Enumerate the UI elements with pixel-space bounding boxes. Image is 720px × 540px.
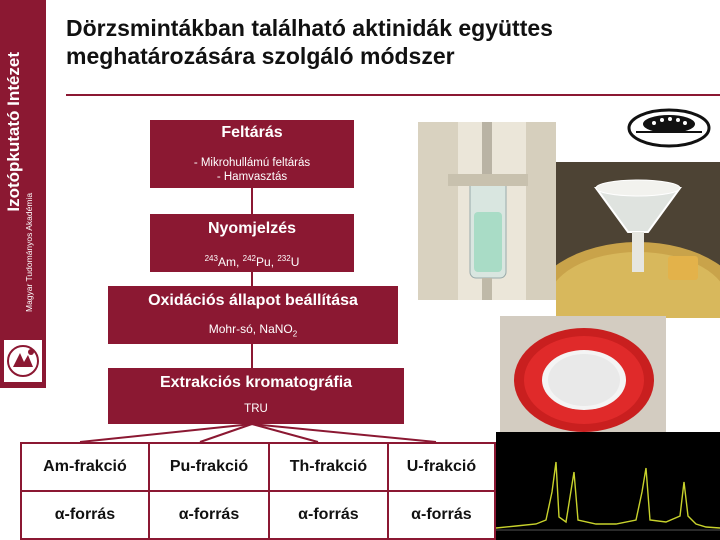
fraction-row [21, 443, 495, 491]
alpha-spectrum-photo [496, 432, 720, 540]
reagent-text [108, 322, 398, 341]
isotope-mass: 243 [204, 254, 218, 263]
source-row [21, 491, 495, 539]
isotope-element: Pu [256, 255, 271, 269]
source-cell: α-forrás [269, 491, 388, 539]
funnel-photo [556, 162, 720, 318]
resin-name: TRU [244, 403, 268, 415]
institute-name: Izotópkutató Intézet [4, 52, 23, 212]
isotope-list: $^{243}$Am, $^{242}$Pu, $^{232}$U [204, 254, 300, 269]
fraction-cell: Th-frakció [269, 443, 388, 491]
column-photo [418, 122, 556, 300]
fraction-cell: Pu-frakció [149, 443, 269, 491]
isotope-element: Am [217, 255, 236, 269]
step-nyomjelzes [150, 214, 354, 272]
step-line: - Hamvasztás [216, 171, 288, 183]
step-heading: Extrakciós kromatográfia [159, 374, 353, 391]
isotope-mass: 242 [242, 254, 256, 263]
source-cell: α-forrás [21, 491, 149, 539]
step-feltaras [150, 120, 354, 188]
step-extrakcios [108, 368, 404, 424]
isotope-element: U [290, 255, 300, 269]
isotope-mass: 232 [277, 254, 291, 263]
reagent: Mohr-só, NaNO [208, 322, 293, 336]
source-cell: α-forrás [149, 491, 269, 539]
step-heading: Nyomjelzés [207, 220, 297, 237]
fraction-cell: Am-frakció [21, 443, 149, 491]
fraction-cell: U-frakció [388, 443, 495, 491]
step-oxidacios [108, 286, 398, 344]
step-heading: Feltárás [221, 124, 283, 141]
academy-name: Magyar Tudományos Akadémia [24, 192, 34, 312]
fractions-table [20, 442, 496, 540]
step-heading: Oxidációs állapot beállítása [148, 292, 358, 309]
slide-title: Dörzsmintákban található aktinidák együttes meghatározására szolgáló módszer [66, 15, 553, 69]
reactor-logo-icon [624, 104, 714, 152]
source-cell: α-forrás [388, 491, 495, 539]
step-line: - Mikrohullámú feltárás [193, 157, 311, 169]
reagent-subscript: 2 [292, 329, 298, 339]
sample-cap-photo [500, 316, 666, 436]
